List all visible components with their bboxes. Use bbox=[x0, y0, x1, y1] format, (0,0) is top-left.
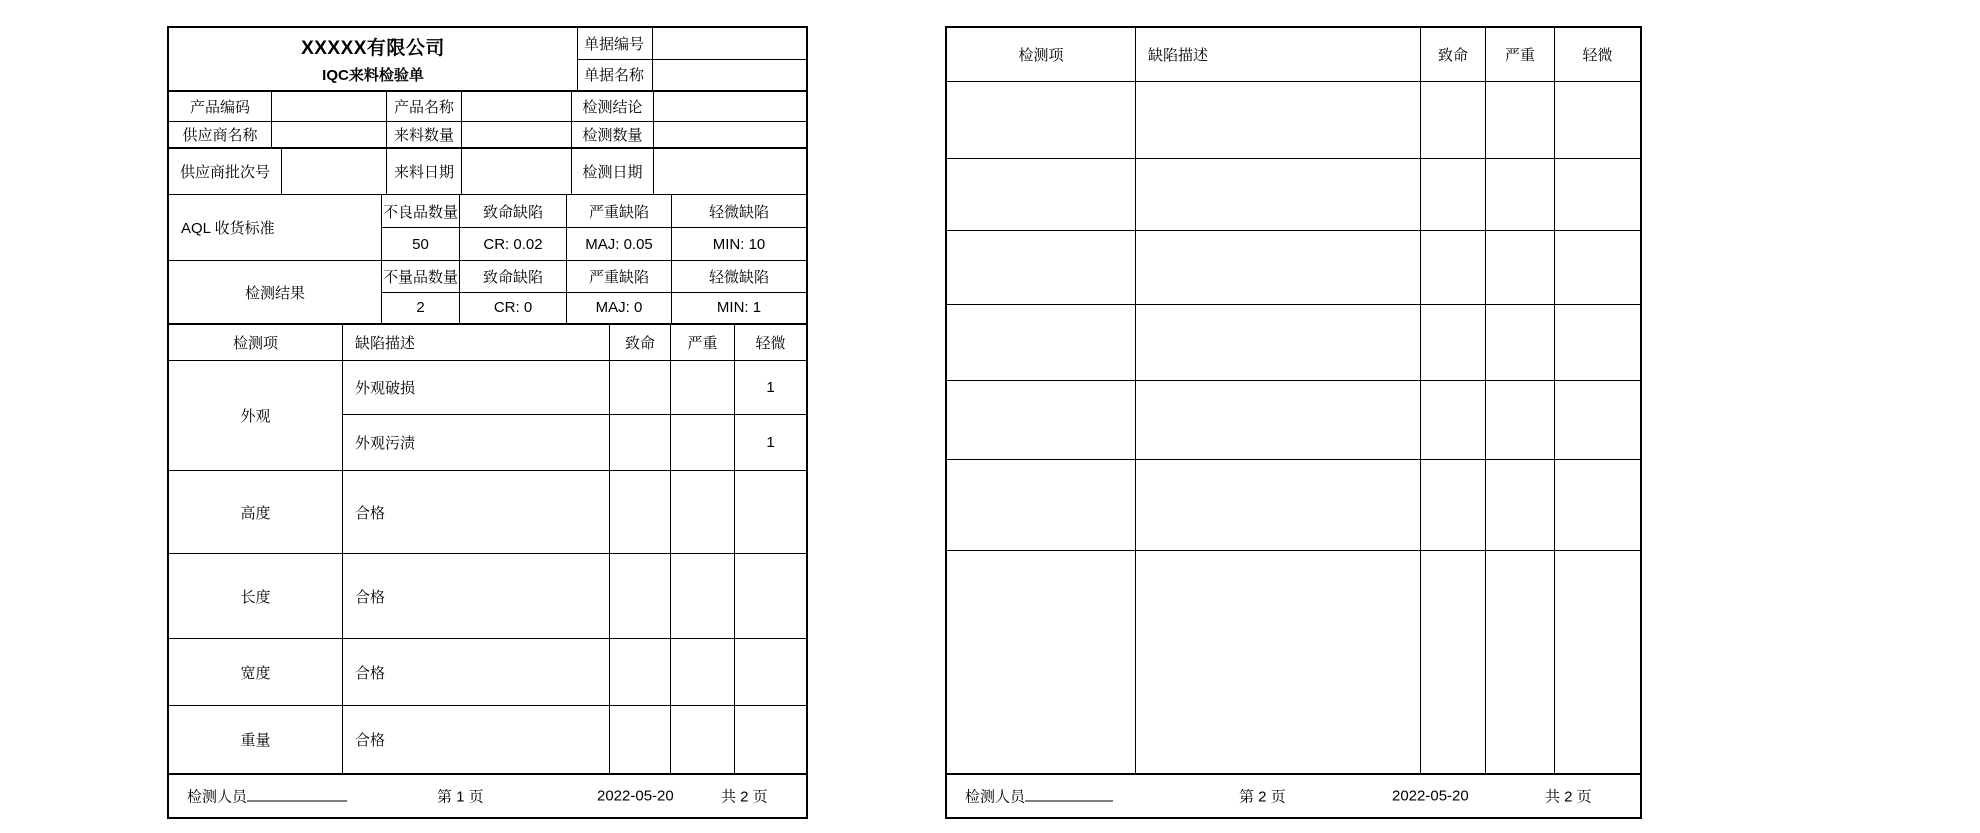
product-code-value bbox=[272, 92, 387, 121]
empty-cell bbox=[1136, 82, 1421, 158]
defect-desc-cell: 合格 bbox=[343, 639, 610, 705]
supplier-batch-label: 供应商批次号 bbox=[169, 149, 282, 194]
supplier-name-value bbox=[272, 122, 387, 147]
result-major-head: 严重缺陷 bbox=[567, 261, 671, 293]
empty-cell bbox=[1136, 381, 1421, 459]
result-defect-qty-col bbox=[382, 261, 460, 323]
incoming-date-value bbox=[462, 149, 572, 194]
form-page-1 bbox=[167, 26, 808, 819]
doc-number-row bbox=[578, 28, 806, 60]
empty-cell bbox=[1486, 460, 1555, 550]
minor-cell bbox=[735, 471, 806, 553]
aql-minor-col bbox=[672, 195, 806, 260]
print-date: 2022-05-20 bbox=[1392, 787, 1469, 805]
empty-cell bbox=[1555, 82, 1640, 158]
col-header-defect-desc: 缺陷描述 bbox=[1136, 28, 1421, 81]
empty-cell bbox=[1136, 159, 1421, 230]
empty-cell bbox=[947, 231, 1136, 304]
empty-cell bbox=[1486, 231, 1555, 304]
detail-table-header bbox=[947, 28, 1640, 82]
info-row-product bbox=[169, 92, 806, 122]
empty-cell bbox=[1555, 159, 1640, 230]
print-date: 2022-05-20 bbox=[597, 787, 674, 805]
result-major-col bbox=[567, 261, 672, 323]
aql-minor-head: 轻微缺陷 bbox=[672, 195, 806, 228]
aql-defect-qty-head: 不良品数量 bbox=[382, 195, 459, 228]
col-header-minor: 轻微 bbox=[1582, 47, 1613, 64]
minor-cell bbox=[735, 706, 806, 773]
empty-table-row bbox=[947, 159, 1640, 231]
inspect-conclusion-value bbox=[654, 92, 806, 121]
aql-major-col bbox=[567, 195, 672, 260]
detail-row-length bbox=[169, 554, 806, 639]
empty-cell bbox=[1555, 460, 1640, 550]
form-title-block bbox=[169, 28, 577, 90]
page-number: 第 1 页 bbox=[437, 788, 484, 806]
defect-desc-cell: 外观破损 bbox=[343, 361, 610, 414]
inspect-date-label: 检测日期 bbox=[572, 149, 654, 194]
doc-name-row bbox=[578, 60, 806, 91]
critical-cell bbox=[610, 639, 671, 705]
result-critical-col bbox=[460, 261, 567, 323]
empty-cell bbox=[1421, 159, 1486, 230]
detail-subrow bbox=[343, 361, 806, 415]
info-row-batch bbox=[169, 149, 806, 195]
info-row-supplier bbox=[169, 122, 806, 149]
incoming-qty-value bbox=[462, 122, 572, 147]
empty-cell bbox=[1486, 159, 1555, 230]
incoming-qty-label: 来料数量 bbox=[387, 122, 462, 147]
inspector-signature bbox=[965, 786, 1113, 807]
inspect-conclusion-label: 检测结论 bbox=[572, 92, 654, 121]
empty-cell bbox=[1421, 460, 1486, 550]
empty-cell bbox=[1555, 551, 1640, 773]
inspect-result-label: 检测结果 bbox=[169, 261, 382, 323]
major-cell bbox=[671, 554, 735, 638]
detail-table-body bbox=[169, 361, 806, 773]
empty-cell bbox=[1421, 231, 1486, 304]
col-header-item: 检测项 bbox=[169, 325, 343, 360]
doc-info-box bbox=[577, 28, 806, 90]
aql-standard-row bbox=[169, 195, 806, 261]
empty-table-row bbox=[947, 460, 1640, 551]
empty-cell bbox=[947, 82, 1136, 158]
signature-line bbox=[1025, 788, 1113, 802]
critical-cell bbox=[610, 554, 671, 638]
item-cell: 长度 bbox=[169, 554, 343, 638]
col-header-item: 检测项 bbox=[947, 28, 1136, 81]
major-cell bbox=[671, 706, 735, 773]
doc-number-label: 单据编号 bbox=[578, 28, 653, 59]
empty-cell bbox=[1136, 460, 1421, 550]
major-cell bbox=[671, 639, 735, 705]
empty-cell bbox=[1421, 381, 1486, 459]
critical-cell bbox=[610, 361, 671, 414]
minor-cell bbox=[735, 554, 806, 638]
col-header-critical: 致命 bbox=[610, 325, 671, 360]
page-footer bbox=[169, 773, 806, 817]
col-header-defect-desc: 缺陷描述 bbox=[343, 325, 610, 360]
doc-name-value bbox=[653, 60, 806, 91]
aql-defect-qty-col bbox=[382, 195, 460, 260]
product-name-label: 产品名称 bbox=[387, 92, 462, 121]
inspector-signature bbox=[187, 786, 347, 807]
empty-cell bbox=[947, 381, 1136, 459]
form-title: IQC来料检验单 bbox=[322, 67, 424, 84]
product-code-label: 产品编码 bbox=[169, 92, 272, 121]
empty-table-row bbox=[947, 231, 1640, 305]
aql-major-value: MAJ: 0.05 bbox=[585, 235, 653, 253]
empty-cell bbox=[1555, 305, 1640, 380]
empty-cell bbox=[1421, 305, 1486, 380]
page-number: 第 2 页 bbox=[1239, 788, 1286, 806]
empty-cell bbox=[1136, 231, 1421, 304]
detail-row-weight bbox=[169, 706, 806, 773]
total-pages: 共 2 页 bbox=[1545, 788, 1592, 806]
result-minor-head: 轻微缺陷 bbox=[672, 261, 806, 293]
empty-cell bbox=[947, 551, 1136, 773]
detail-table-header bbox=[169, 325, 806, 361]
major-cell bbox=[671, 415, 735, 470]
empty-cell bbox=[1136, 551, 1421, 773]
empty-cell bbox=[1555, 381, 1640, 459]
col-header-major: 严重 bbox=[671, 325, 735, 360]
col-header-minor: 轻微 bbox=[755, 335, 786, 352]
detail-row-height bbox=[169, 471, 806, 554]
item-cell: 外观 bbox=[169, 361, 343, 470]
result-critical-value: CR: 0 bbox=[493, 299, 533, 317]
empty-cell bbox=[947, 460, 1136, 550]
detail-row-width bbox=[169, 639, 806, 706]
form-page-2 bbox=[945, 26, 1642, 819]
supplier-name-label: 供应商名称 bbox=[169, 122, 272, 147]
item-cell: 宽度 bbox=[169, 639, 343, 705]
defect-desc-cell: 合格 bbox=[343, 706, 610, 773]
inspector-label: 检测人员 bbox=[187, 788, 248, 806]
inspector-label: 检测人员 bbox=[965, 788, 1026, 806]
empty-cell bbox=[1486, 82, 1555, 158]
critical-cell bbox=[610, 471, 671, 553]
empty-cell bbox=[1421, 551, 1486, 773]
empty-cell bbox=[947, 305, 1136, 380]
doc-number-value bbox=[653, 28, 806, 59]
detail-subrow bbox=[343, 415, 806, 470]
company-name: XXXXX有限公司 bbox=[301, 38, 445, 59]
item-cell: 重量 bbox=[169, 706, 343, 773]
minor-cell: 1 bbox=[766, 379, 775, 396]
empty-cell bbox=[1486, 381, 1555, 459]
detail-row-appearance bbox=[169, 361, 806, 471]
aql-defect-qty-value: 50 bbox=[412, 235, 429, 253]
total-pages: 共 2 页 bbox=[721, 788, 768, 806]
aql-critical-head: 致命缺陷 bbox=[460, 195, 566, 228]
aql-critical-value: CR: 0.02 bbox=[483, 235, 543, 253]
minor-cell bbox=[735, 639, 806, 705]
page-2-body bbox=[947, 82, 1640, 773]
item-cell: 高度 bbox=[169, 471, 343, 553]
defect-desc-cell: 合格 bbox=[343, 554, 610, 638]
result-defect-qty-value: 2 bbox=[416, 299, 425, 317]
aql-major-head: 严重缺陷 bbox=[567, 195, 671, 228]
empty-table-row bbox=[947, 82, 1640, 159]
product-name-value bbox=[462, 92, 572, 121]
supplier-batch-value bbox=[282, 149, 387, 194]
doc-name-label: 单据名称 bbox=[578, 60, 653, 91]
appearance-subrows bbox=[343, 361, 806, 470]
empty-table-row bbox=[947, 381, 1640, 460]
defect-desc-cell: 外观污渍 bbox=[343, 415, 610, 470]
inspect-result-row bbox=[169, 261, 806, 325]
minor-cell: 1 bbox=[766, 434, 775, 451]
empty-table-row bbox=[947, 305, 1640, 381]
empty-cell bbox=[1486, 305, 1555, 380]
col-header-critical: 致命 bbox=[1421, 28, 1486, 81]
aql-standard-label: AQL 收货标准 bbox=[169, 195, 382, 260]
col-header-major: 严重 bbox=[1486, 28, 1555, 81]
signature-line bbox=[247, 788, 347, 802]
result-critical-head: 致命缺陷 bbox=[460, 261, 566, 293]
result-defect-qty-head: 不量品数量 bbox=[382, 261, 459, 293]
form-header bbox=[169, 28, 806, 92]
empty-cell bbox=[1555, 231, 1640, 304]
incoming-date-label: 来料日期 bbox=[387, 149, 462, 194]
aql-minor-value: MIN: 10 bbox=[712, 235, 766, 253]
major-cell bbox=[671, 471, 735, 553]
major-cell bbox=[671, 361, 735, 414]
inspect-qty-label: 检测数量 bbox=[572, 122, 654, 147]
inspect-qty-value bbox=[654, 122, 806, 147]
empty-cell bbox=[1136, 305, 1421, 380]
critical-cell bbox=[610, 706, 671, 773]
empty-table-row bbox=[947, 551, 1640, 773]
defect-desc-cell: 合格 bbox=[343, 471, 610, 553]
result-major-value: MAJ: 0 bbox=[595, 299, 643, 317]
aql-critical-col bbox=[460, 195, 567, 260]
result-minor-col bbox=[672, 261, 806, 323]
empty-cell bbox=[1486, 551, 1555, 773]
critical-cell bbox=[610, 415, 671, 470]
empty-cell bbox=[1421, 82, 1486, 158]
page-footer bbox=[947, 773, 1640, 817]
inspect-date-value bbox=[654, 149, 806, 194]
empty-cell bbox=[947, 159, 1136, 230]
result-minor-value: MIN: 1 bbox=[716, 299, 762, 317]
